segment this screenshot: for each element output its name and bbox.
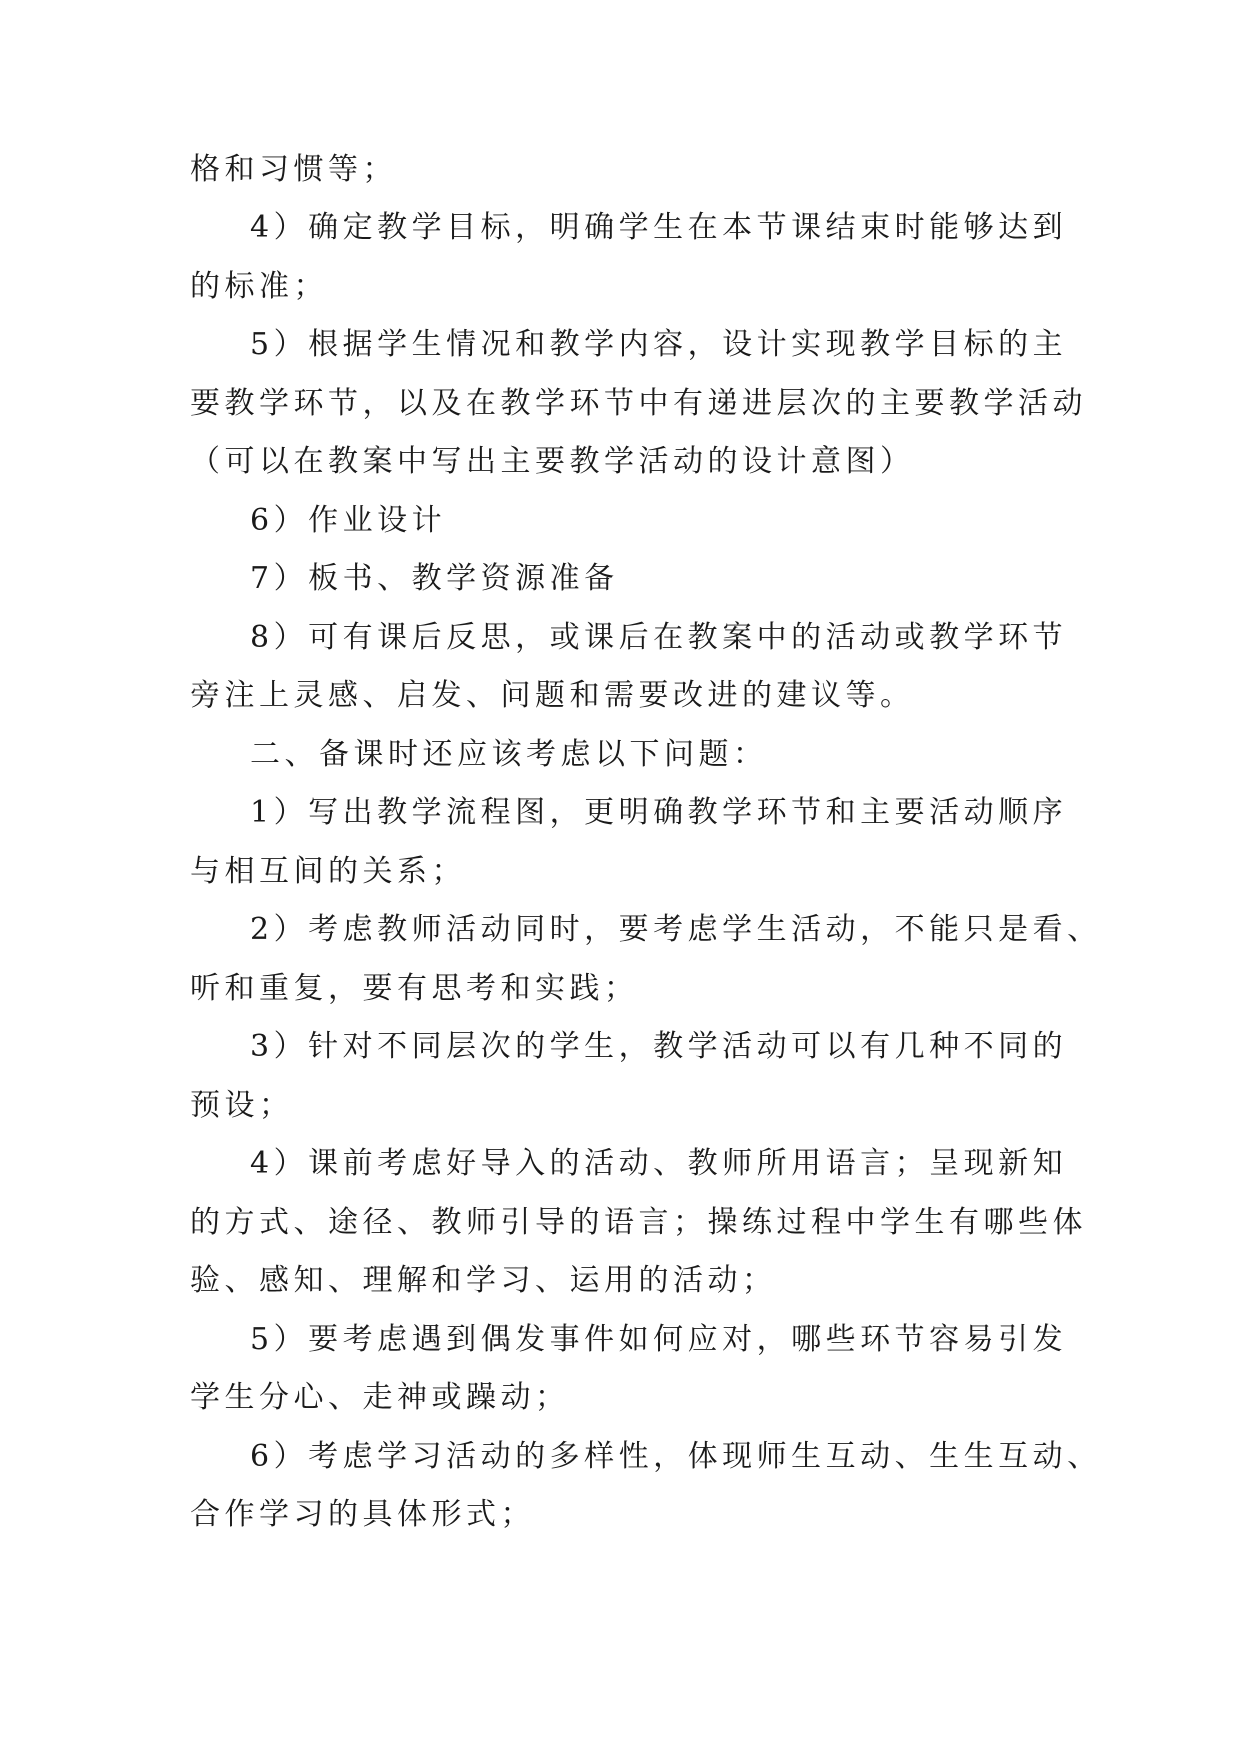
text-line: 旁注上灵感、启发、问题和需要改进的建议等。 <box>190 678 915 713</box>
text-line: 与相互间的关系； <box>190 854 466 889</box>
text-line: 4）确定教学目标，明确学生在本节课结束时能够达到 <box>250 210 1068 245</box>
text-line: （可以在教案中写出主要教学活动的设计意图） <box>190 444 915 479</box>
text-line: 1）写出教学流程图，更明确教学环节和主要活动顺序 <box>250 795 1068 830</box>
text-line: 验、感知、理解和学习、运用的活动； <box>190 1263 777 1298</box>
text-line: 的方式、途径、教师引导的语言；操练过程中学生有哪些体 <box>190 1205 1087 1240</box>
text-line: 合作学习的具体形式； <box>190 1497 535 1532</box>
text-line: 二、备课时还应该考虑以下问题： <box>250 737 768 772</box>
text-line: 格和习惯等； <box>190 152 397 187</box>
text-line: 6）作业设计 <box>250 503 447 538</box>
text-line: 6）考虑学习活动的多样性，体现师生互动、生生互动、 <box>250 1439 1102 1474</box>
text-line: 7）板书、教学资源准备 <box>250 561 619 596</box>
text-line: 听和重复，要有思考和实践； <box>190 971 639 1006</box>
text-line: 4）课前考虑好导入的活动、教师所用语言；呈现新知 <box>250 1146 1068 1181</box>
text-line: 预设； <box>190 1088 294 1123</box>
text-line: 2）考虑教师活动同时，要考虑学生活动，不能只是看、 <box>250 912 1102 947</box>
text-line: 学生分心、走神或躁动； <box>190 1380 570 1415</box>
text-line: 8）可有课后反思，或课后在教案中的活动或教学环节 <box>250 620 1068 655</box>
text-line: 5）要考虑遇到偶发事件如何应对，哪些环节容易引发 <box>250 1322 1068 1357</box>
text-line: 5）根据学生情况和教学内容，设计实现教学目标的主 <box>250 327 1068 362</box>
text-line: 的标准； <box>190 269 328 304</box>
text-line: 3）针对不同层次的学生，教学活动可以有几种不同的 <box>250 1029 1068 1064</box>
text-line: 要教学环节，以及在教学环节中有递进层次的主要教学活动 <box>190 386 1087 421</box>
